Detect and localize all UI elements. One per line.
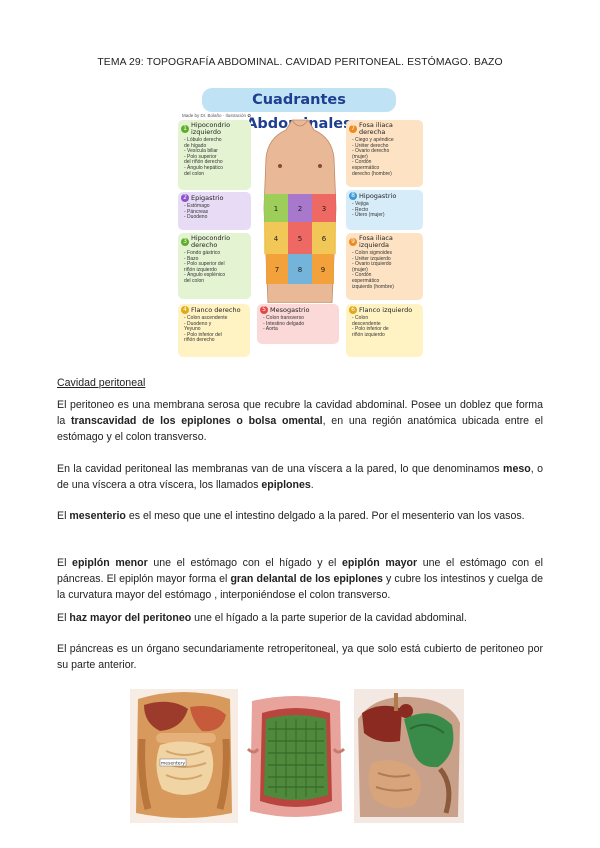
quadrant-item: - Uréter derecho (352, 142, 389, 149)
quadrant-items (178, 315, 250, 346)
quadrant-name: Flanco derecho (191, 305, 241, 314)
quadrant-item: - Lóbulo derecho (184, 137, 222, 143)
quadrant-item: - Duodeno y (184, 320, 212, 327)
quadrant-item: - Colon ascendente (184, 315, 228, 321)
grid-number-8: 8 (297, 266, 303, 274)
quadrant-item: - Polo inferior de (352, 326, 389, 333)
quadrant-item: descendente (352, 320, 381, 327)
quadrant-box-6 (346, 304, 423, 357)
quadrant-item: - Intestino delgado (263, 320, 305, 327)
quadrant-item: riñón izquierdo (352, 331, 385, 338)
quadrant-box-8 (346, 190, 423, 230)
quadrant-item: - Vejiga (352, 201, 369, 207)
quadrant-item: - Estómago (184, 203, 210, 209)
quadrant-item: (mujer) (352, 266, 368, 273)
quadrant-name: Mesogastrio (270, 305, 310, 314)
quadrant-item: derecho (hombre) (352, 170, 392, 177)
grid-number-2: 2 (297, 205, 303, 213)
page-header: TEMA 29: TOPOGRAFÍA ABDOMINAL. CAVIDAD PERITONEAL. ESTÓMAGO. BAZO (97, 57, 503, 68)
grid-number-5: 5 (297, 235, 303, 243)
quadrant-item: - Recto (352, 206, 369, 213)
quadrant-item: - Colon (352, 315, 369, 321)
quadrant-item: - Aorta (263, 326, 278, 333)
quadrant-item: - Ovario derecho (352, 148, 390, 155)
quadrant-number: 1 (181, 125, 189, 133)
anatomy-image-mesentery (130, 689, 238, 823)
quadrant-name: Epigastrio (191, 193, 224, 202)
quadrant-box-1 (178, 120, 251, 190)
anatomy-image-stomach (354, 689, 464, 823)
quadrant-name: Hipocondrio izquierdo (191, 121, 231, 136)
quadrant-item: - Ángulo hepático (184, 164, 223, 171)
quadrant-item: - Uréter izquierdo (352, 255, 391, 262)
quadrant-item: Yeyuno (184, 326, 201, 333)
quadrant-number: 7 (349, 125, 357, 133)
grid-number-9: 9 (320, 266, 326, 274)
quadrant-items (257, 315, 339, 335)
grid-number-7: 7 (274, 266, 280, 274)
quadrant-box-3 (178, 233, 251, 299)
quadrant-item: - Ángulo esplénico (184, 272, 226, 279)
quadrant-item: del colon (184, 277, 205, 284)
quadrant-items (178, 250, 251, 287)
grid-number-1: 1 (273, 205, 279, 213)
quadrant-item: espermático (352, 164, 380, 171)
quadrant-box-7 (346, 120, 423, 187)
quadrant-item: - Polo superior del (184, 261, 225, 268)
quadrant-number: 5 (260, 306, 268, 314)
quadrant-name: Flanco izquierdo (359, 305, 413, 314)
quadrant-item: - Colon sigmoides (352, 250, 393, 256)
quadrant-number: 6 (349, 306, 357, 314)
quadrant-number: 3 (181, 238, 189, 246)
quadrant-items (346, 250, 423, 292)
quadrant-number: 8 (349, 192, 357, 200)
paragraph-peritoneo: El peritoneo es una membrana serosa que recubre la cavidad abdominal. Posee un doblez que forma la transcavidad de los epiplones o bolsa omental, en una región anatómica ubicada entre el estómago y el colon transverso. (57, 399, 543, 443)
quadrant-item: - Ciego y apéndice (352, 137, 394, 143)
quadrant-name: Hipogastrio (359, 191, 397, 200)
quadrant-items (178, 137, 251, 179)
quadrant-items (346, 201, 423, 221)
quadrant-item: - Bazo (184, 255, 199, 262)
quadrant-item: del colon (184, 170, 205, 177)
quadrant-item: - Útero (mujer) (352, 212, 385, 219)
photo-label: mesentery (160, 761, 186, 767)
quadrant-item: - Ovario izquierdo (352, 261, 392, 268)
quadrant-item: izquierdo (hombre) (352, 283, 394, 290)
abdominal-quadrants-infographic (174, 82, 427, 359)
paragraph-haz-mayor: El haz mayor del peritoneo une el hígado a la parte superior de la cavidad abdominal. (57, 612, 467, 624)
quadrant-number: 9 (349, 238, 357, 246)
quadrant-item: - Colon transverso (263, 315, 304, 321)
quadrant-box-2 (178, 192, 251, 230)
paragraph-epiplones: El epiplón menor une el estómago con el hígado y el epiplón mayor une el estómago con el páncreas. El epiplón mayor forma el gran delantal de los epiplones y cubre los intestinos y cuelga de la curvatura mayor del estómago , interponiéndose el colon transverso. (57, 557, 543, 601)
quadrant-item: - Polo superior (184, 153, 217, 160)
quadrant-item: - Duodeno (184, 214, 208, 221)
quadrant-item: - Polo inferior del (184, 331, 222, 338)
quadrant-item: - Cordón (352, 159, 372, 166)
quadrant-name: Fosa iliaca derecha (359, 121, 393, 136)
quadrant-box-9 (346, 233, 423, 300)
grid-number-3: 3 (321, 205, 327, 213)
anatomy-image-omentum (246, 689, 346, 823)
quadrant-items (346, 315, 423, 340)
quadrant-name: Fosa iliaca izquierda (359, 234, 393, 249)
torso-illustration (256, 118, 344, 303)
quadrant-item: - Páncreas (184, 208, 209, 215)
quadrant-item: riñón izquierdo (184, 266, 217, 273)
paragraph-mesenterio: El mesenterio es el meso que une el intestino delgado a la pared. Por el mesenterio van los vasos. (57, 510, 525, 522)
quadrant-box-4 (178, 304, 250, 357)
quadrant-item: - Cordón (352, 272, 372, 279)
quadrant-item: - Vesícula biliar (184, 148, 218, 155)
quadrant-name: Hipocondrio derecho (191, 234, 231, 249)
quadrant-items (178, 203, 251, 223)
quadrant-box-5 (257, 304, 339, 344)
infographic-title: Cuadrantes (202, 88, 396, 112)
grid-number-4: 4 (273, 235, 279, 243)
quadrant-item: - Fondo gástrico (184, 250, 221, 256)
quadrant-number: 2 (181, 194, 189, 202)
grid-number-6: 6 (321, 235, 327, 243)
quadrant-item: riñón derecho (184, 337, 215, 344)
infographic-credit: Made by Dr. Bolaño · Ilustración ✿ (182, 113, 252, 118)
quadrant-number: 4 (181, 306, 189, 314)
quadrant-item: del riñón derecho (184, 159, 223, 166)
quadrant-item: espermático (352, 277, 380, 284)
paragraph-meso: En la cavidad peritoneal las membranas van de una víscera a la pared, lo que denominamos meso, o de una víscera a otra víscera, los llamados epiplones. (57, 463, 544, 491)
quadrant-items (346, 137, 423, 179)
section-title: Cavidad peritoneal (57, 377, 146, 389)
quadrant-item: (mujer) (352, 153, 368, 160)
quadrant-item: de hígado (184, 142, 207, 149)
paragraph-pancreas: El páncreas es un órgano secundariamente retroperitoneal, ya que solo está cubierto de peritoneo por su parte anterior. (57, 643, 543, 671)
